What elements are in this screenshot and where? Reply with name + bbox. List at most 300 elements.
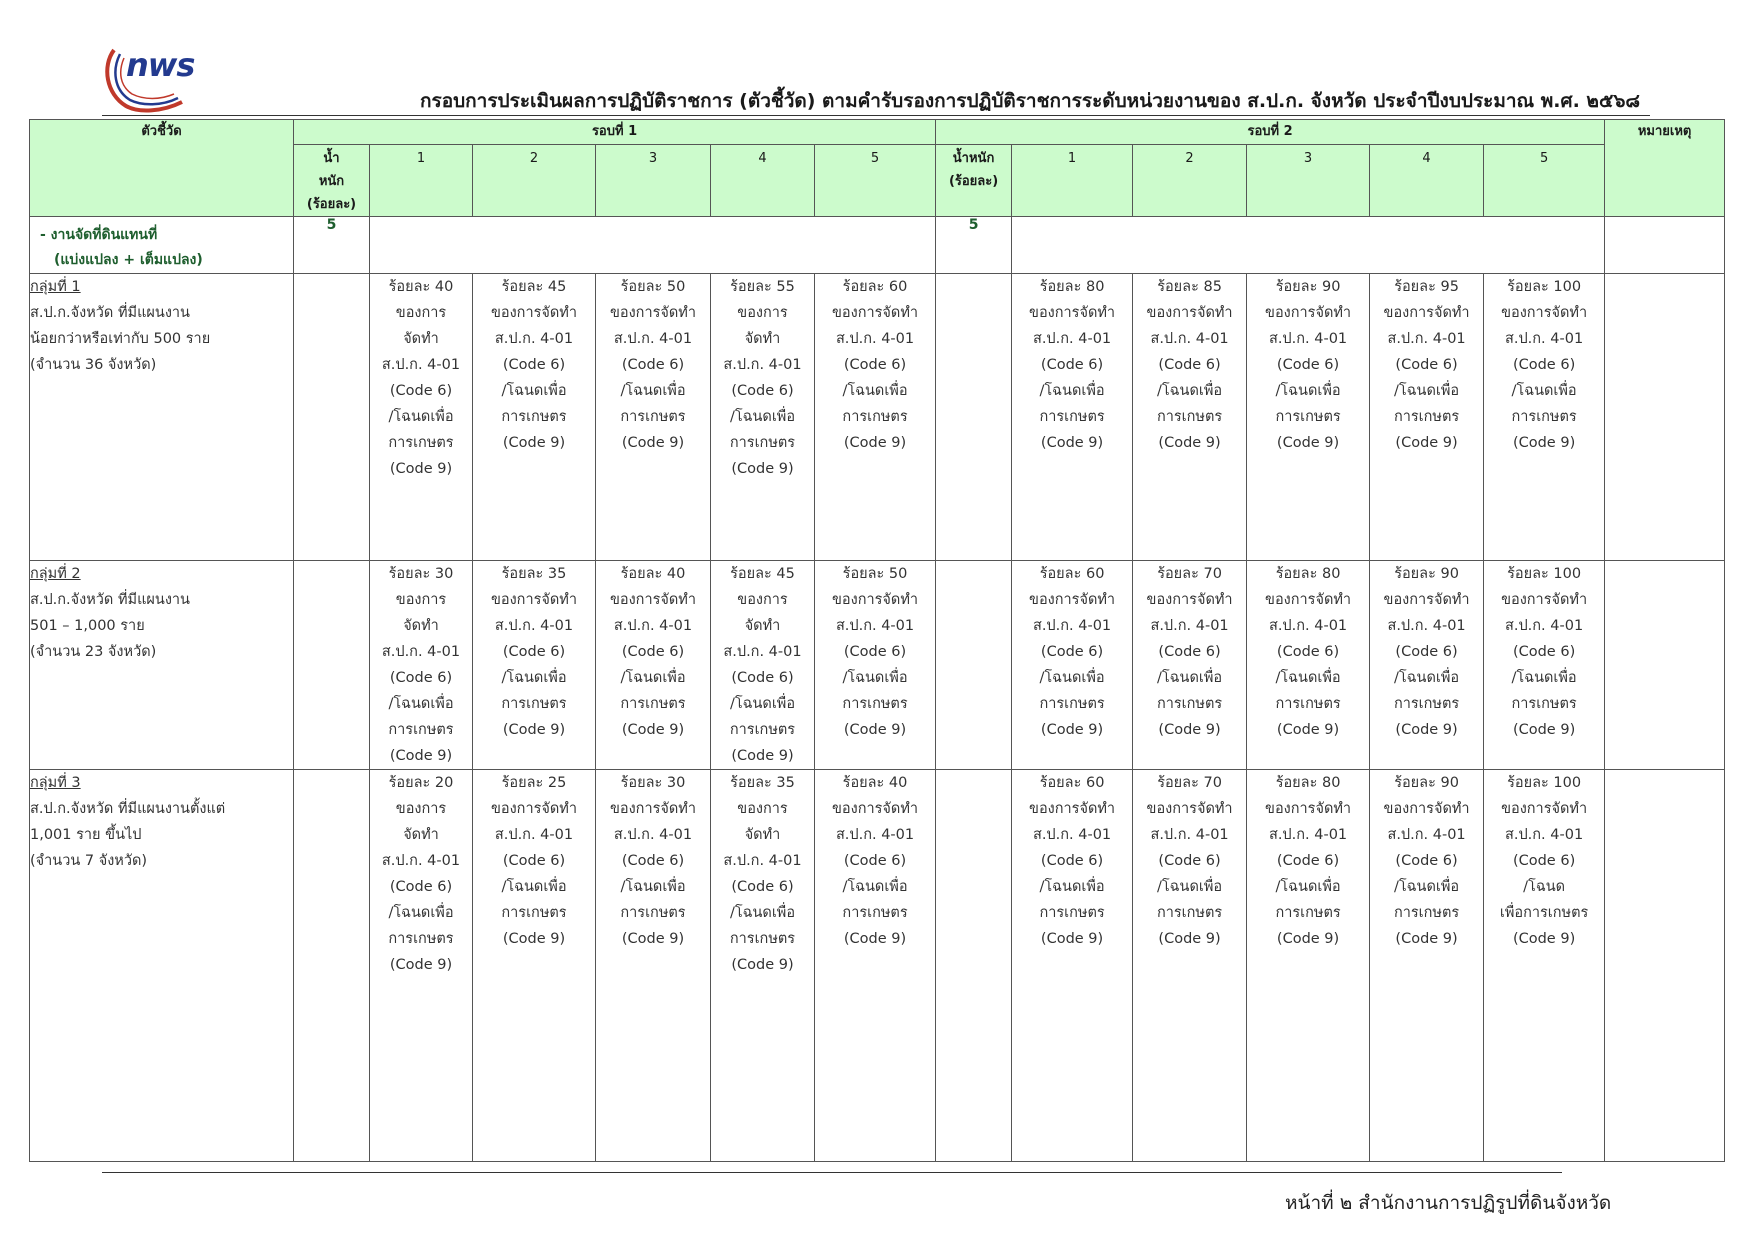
criteria-line: ส.ป.ก. 4-01 — [1032, 618, 1112, 634]
criteria-line: เพื่อการเกษตร — [1499, 905, 1589, 921]
group-desc-line: ส.ป.ก.จังหวัด ที่มีแผนงาน — [30, 592, 190, 608]
section-round1-blank — [370, 217, 936, 274]
group-row — [30, 274, 1725, 561]
criteria-line: (Code 6) — [731, 879, 794, 895]
criteria-line: การเกษตร — [1275, 905, 1341, 921]
criteria-line: /โฉนดเพื่อ — [1157, 879, 1223, 895]
criteria-line: ส.ป.ก. 4-01 — [381, 357, 461, 373]
criteria-line: (Code 6) — [621, 853, 685, 869]
criteria-line: ร้อยละ 70 — [1157, 566, 1222, 582]
criteria-cell-r1-level-3 — [596, 770, 711, 1162]
criteria-cell-r1-level-2 — [473, 561, 596, 770]
criteria-line: ของการ — [395, 801, 447, 817]
criteria-line: ร้อยละ 40 — [620, 566, 686, 582]
criteria-line: ร้อยละ 90 — [1394, 775, 1459, 791]
group-label — [30, 770, 294, 1162]
criteria-cell-r1-level-1 — [370, 561, 473, 770]
criteria-cell-r1-level-4 — [711, 561, 815, 770]
criteria-cell-r2-level-1 — [1012, 770, 1133, 1162]
criteria-line: (Code 9) — [389, 748, 453, 764]
criteria-line: ร้อยละ 100 — [1507, 775, 1582, 791]
group-title: กลุ่มที่ 2 — [30, 566, 81, 582]
criteria-line: (Code 9) — [389, 461, 453, 477]
criteria-line: การเกษตร — [1393, 696, 1460, 712]
criteria-line: ส.ป.ก. 4-01 — [1268, 331, 1348, 347]
criteria-line: (Code 6) — [1512, 644, 1576, 660]
criteria-line: การเกษตร — [729, 435, 796, 451]
criteria-line: (Code 9) — [1040, 435, 1104, 451]
criteria-line: (Code 9) — [731, 957, 794, 973]
criteria-line: ของการจัดทำ — [1029, 801, 1116, 817]
criteria-line: จัดทำ — [403, 827, 439, 843]
criteria-line: ส.ป.ก. 4-01 — [494, 331, 574, 347]
criteria-line: การเกษตร — [1511, 409, 1577, 425]
criteria-line: ส.ป.ก. 4-01 — [723, 644, 802, 660]
criteria-line: ร้อยละ 60 — [1039, 775, 1105, 791]
group-desc-line: ส.ป.ก.จังหวัด ที่มีแผนงานตั้งแต่ — [30, 801, 226, 817]
criteria-line: (Code 6) — [1158, 644, 1221, 660]
criteria-line: (Code 6) — [502, 853, 566, 869]
criteria-line: จัดทำ — [744, 618, 781, 634]
criteria-line: /โฉนดเพื่อ — [388, 409, 454, 425]
criteria-line: (Code 9) — [502, 722, 566, 738]
criteria-line: ส.ป.ก. 4-01 — [613, 618, 693, 634]
criteria-line: /โฉนดเพื่อ — [388, 696, 454, 712]
criteria-line: ของการ — [737, 801, 788, 817]
group-desc-line: ส.ป.ก.จังหวัด ที่มีแผนงาน — [30, 305, 190, 321]
header-level-1: 1 — [1012, 145, 1133, 217]
criteria-line: ร้อยละ 45 — [730, 566, 795, 582]
group-weight-round1 — [294, 770, 370, 1162]
group-weight-round2 — [936, 561, 1012, 770]
logo: nws — [126, 46, 195, 84]
criteria-line: การเกษตร — [388, 931, 454, 947]
criteria-line: ของการ — [737, 592, 788, 608]
criteria-cell-r2-level-5 — [1484, 274, 1605, 561]
criteria-line: การเกษตร — [1393, 409, 1460, 425]
criteria-line: การเกษตร — [620, 905, 686, 921]
criteria-line: (Code 6) — [843, 357, 907, 373]
criteria-cell-r2-level-1 — [1012, 561, 1133, 770]
group-desc-line: (จำนวน 36 จังหวัด) — [30, 357, 157, 373]
criteria-line: ส.ป.ก. 4-01 — [835, 618, 915, 634]
criteria-line: ส.ป.ก. 4-01 — [494, 618, 574, 634]
criteria-line: /โฉนดเพื่อ — [729, 696, 796, 712]
criteria-line: ร้อยละ 95 — [1394, 279, 1459, 295]
criteria-line: ของการจัดทำ — [832, 305, 919, 321]
criteria-line: (Code 9) — [1158, 931, 1221, 947]
criteria-line: (Code 6) — [731, 383, 794, 399]
criteria-line: ของการจัดทำ — [1501, 801, 1588, 817]
criteria-line: (Code 9) — [389, 957, 453, 973]
criteria-line: (Code 6) — [731, 670, 794, 686]
criteria-line: /โฉนดเพื่อ — [1039, 879, 1105, 895]
criteria-line: /โฉนดเพื่อ — [1039, 670, 1105, 686]
criteria-line: /โฉนดเพื่อ — [620, 383, 686, 399]
criteria-line: ส.ป.ก. 4-01 — [1032, 827, 1112, 843]
criteria-line: ร้อยละ 45 — [501, 279, 567, 295]
criteria-line: การเกษตร — [388, 722, 454, 738]
criteria-line: ร้อยละ 20 — [388, 775, 454, 791]
criteria-line: ของการจัดทำ — [1265, 305, 1352, 321]
criteria-line: (Code 6) — [621, 357, 685, 373]
group-row — [30, 770, 1725, 1162]
criteria-line: (Code 9) — [621, 435, 685, 451]
criteria-line: ส.ป.ก. 4-01 — [723, 853, 802, 869]
header-level-2: 2 — [1133, 145, 1247, 217]
criteria-line: (Code 6) — [1158, 357, 1221, 373]
criteria-line: ส.ป.ก. 4-01 — [1387, 331, 1466, 347]
criteria-line: การเกษตร — [501, 696, 567, 712]
criteria-line: ร้อยละ 80 — [1275, 566, 1341, 582]
criteria-line: (Code 9) — [1276, 435, 1340, 451]
criteria-cell-r2-level-4 — [1370, 561, 1484, 770]
criteria-line: การเกษตร — [620, 696, 686, 712]
criteria-line: ร้อยละ 90 — [1275, 279, 1341, 295]
section-weight-round2: 5 — [936, 217, 1012, 274]
criteria-line: ของการจัดทำ — [490, 305, 578, 321]
criteria-line: ของการจัดทำ — [1383, 305, 1470, 321]
criteria-line: ส.ป.ก. 4-01 — [613, 827, 693, 843]
criteria-line: /โฉนดเพื่อ — [1511, 670, 1577, 686]
criteria-line: ของการจัดทำ — [609, 801, 697, 817]
criteria-line: /โฉนดเพื่อ — [1157, 670, 1223, 686]
criteria-line: /โฉนดเพื่อ — [1275, 879, 1341, 895]
criteria-line: /โฉนดเพื่อ — [501, 383, 567, 399]
criteria-line: ของการจัดทำ — [1501, 305, 1588, 321]
criteria-cell-r2-level-2 — [1133, 561, 1247, 770]
criteria-line: ร้อยละ 50 — [842, 566, 908, 582]
criteria-line: ของการจัดทำ — [1265, 592, 1352, 608]
criteria-line: (Code 9) — [1395, 435, 1458, 451]
criteria-cell-r1-level-4 — [711, 770, 815, 1162]
criteria-line: ส.ป.ก. 4-01 — [1505, 618, 1584, 634]
criteria-line: การเกษตร — [1275, 409, 1341, 425]
criteria-line: (Code 6) — [1395, 853, 1458, 869]
header-level-3: 3 — [596, 145, 711, 217]
criteria-line: การเกษตร — [729, 722, 796, 738]
criteria-line: (Code 6) — [1040, 853, 1104, 869]
criteria-line: ของการจัดทำ — [1146, 801, 1233, 817]
criteria-line: ของการ — [737, 305, 788, 321]
criteria-line: (Code 9) — [731, 461, 794, 477]
group-remark — [1605, 561, 1725, 770]
criteria-line: ของการจัดทำ — [1383, 801, 1470, 817]
criteria-line: การเกษตร — [1511, 696, 1577, 712]
criteria-line: (Code 9) — [731, 748, 794, 764]
criteria-line: ส.ป.ก. 4-01 — [1150, 331, 1229, 347]
criteria-cell-r2-level-5 — [1484, 561, 1605, 770]
criteria-line: (Code 6) — [1512, 357, 1576, 373]
criteria-line: การเกษตร — [1039, 409, 1105, 425]
criteria-line: ส.ป.ก. 4-01 — [1268, 618, 1348, 634]
criteria-line: ส.ป.ก. 4-01 — [1387, 827, 1466, 843]
criteria-line: /โฉนดเพื่อ — [842, 879, 908, 895]
criteria-line: ร้อยละ 60 — [842, 279, 908, 295]
criteria-line: /โฉนดเพื่อ — [842, 670, 908, 686]
criteria-line: ของการจัดทำ — [1029, 592, 1116, 608]
criteria-line: จัดทำ — [744, 331, 781, 347]
criteria-line: ส.ป.ก. 4-01 — [1505, 331, 1584, 347]
criteria-line: ร้อยละ 85 — [1157, 279, 1222, 295]
criteria-line: (Code 9) — [1276, 722, 1340, 738]
header-level-3: 3 — [1247, 145, 1370, 217]
criteria-cell-r2-level-4 — [1370, 274, 1484, 561]
criteria-line: /โฉนดเพื่อ — [1275, 670, 1341, 686]
criteria-line: ส.ป.ก. 4-01 — [1032, 331, 1112, 347]
criteria-line: ร้อยละ 90 — [1394, 566, 1459, 582]
criteria-cell-r1-level-1 — [370, 274, 473, 561]
criteria-line: /โฉนด — [1523, 879, 1566, 895]
group-remark — [1605, 274, 1725, 561]
section-name: - งานจัดที่ดินแทนที่ (แบ่งแปลง + เต็มแปลง) — [30, 217, 294, 274]
criteria-line: การเกษตร — [388, 435, 454, 451]
group-weight-round2 — [936, 274, 1012, 561]
criteria-line: (Code 6) — [1276, 853, 1340, 869]
criteria-line: (Code 6) — [843, 644, 907, 660]
header-level-1: 1 — [370, 145, 473, 217]
criteria-line: (Code 6) — [621, 644, 685, 660]
header-level-5: 5 — [1484, 145, 1605, 217]
criteria-line: ร้อยละ 30 — [620, 775, 686, 791]
criteria-line: ร้อยละ 80 — [1275, 775, 1341, 791]
criteria-line: /โฉนดเพื่อ — [620, 879, 686, 895]
criteria-line: /โฉนดเพื่อ — [501, 670, 567, 686]
criteria-line: /โฉนดเพื่อ — [729, 409, 796, 425]
criteria-line: ส.ป.ก. 4-01 — [1505, 827, 1584, 843]
group-desc-line: 501 – 1,000 ราย — [30, 618, 145, 634]
criteria-line: (Code 6) — [1040, 644, 1104, 660]
criteria-cell-r1-level-5 — [815, 770, 936, 1162]
criteria-line: (Code 9) — [843, 435, 907, 451]
criteria-line: การเกษตร — [1039, 905, 1105, 921]
header-indicator: ตัวชี้วัด — [30, 120, 294, 217]
criteria-line: /โฉนดเพื่อ — [729, 905, 796, 921]
header-weight-round2: น้ำหนัก (ร้อยละ) — [936, 145, 1012, 217]
criteria-line: (Code 9) — [502, 435, 566, 451]
criteria-line: (Code 6) — [1395, 644, 1458, 660]
criteria-line: ร้อยละ 30 — [388, 566, 454, 582]
criteria-line: ส.ป.ก. 4-01 — [835, 331, 915, 347]
header-level-4: 4 — [1370, 145, 1484, 217]
criteria-line: ของการจัดทำ — [1029, 305, 1116, 321]
page-footer: หน้าที่ ๒ สำนักงานการปฏิรูปที่ดินจังหวัด — [1285, 1192, 1612, 1214]
criteria-line: /โฉนดเพื่อ — [1394, 383, 1460, 399]
criteria-line: ของการจัดทำ — [832, 801, 919, 817]
criteria-line: ของการจัดทำ — [609, 592, 697, 608]
group-remark — [1605, 770, 1725, 1162]
group-row — [30, 561, 1725, 770]
group-weight-round1 — [294, 561, 370, 770]
section-weight-round1: 5 — [294, 217, 370, 274]
criteria-line: ส.ป.ก. 4-01 — [381, 853, 461, 869]
criteria-cell-r1-level-5 — [815, 274, 936, 561]
criteria-line: /โฉนดเพื่อ — [842, 383, 908, 399]
criteria-line: (Code 9) — [502, 931, 566, 947]
criteria-line: จัดทำ — [744, 827, 781, 843]
criteria-line: การเกษตร — [842, 696, 908, 712]
criteria-line: ส.ป.ก. 4-01 — [723, 357, 802, 373]
criteria-line: ร้อยละ 25 — [501, 775, 567, 791]
criteria-line: การเกษตร — [1156, 409, 1223, 425]
criteria-line: ของการจัดทำ — [1265, 801, 1352, 817]
criteria-line: ของการจัดทำ — [1146, 592, 1233, 608]
criteria-line: (Code 9) — [1040, 931, 1104, 947]
criteria-line: (Code 9) — [1040, 722, 1104, 738]
header-level-5: 5 — [815, 145, 936, 217]
criteria-cell-r2-level-3 — [1247, 274, 1370, 561]
criteria-line: (Code 6) — [502, 357, 566, 373]
criteria-line: /โฉนดเพื่อ — [1394, 879, 1460, 895]
criteria-line: ของการจัดทำ — [1146, 305, 1233, 321]
section-remark — [1605, 217, 1725, 274]
criteria-line: ส.ป.ก. 4-01 — [1150, 618, 1229, 634]
criteria-line: /โฉนดเพื่อ — [501, 879, 567, 895]
criteria-line: การเกษตร — [729, 931, 796, 947]
criteria-line: (Code 9) — [1512, 931, 1576, 947]
criteria-line: ร้อยละ 100 — [1507, 279, 1582, 295]
criteria-cell-r2-level-1 — [1012, 274, 1133, 561]
criteria-line: /โฉนดเพื่อ — [620, 670, 686, 686]
criteria-line: (Code 9) — [1512, 722, 1576, 738]
criteria-cell-r1-level-1 — [370, 770, 473, 1162]
criteria-line: (Code 6) — [389, 383, 453, 399]
criteria-line: (Code 6) — [1276, 644, 1340, 660]
criteria-line: /โฉนดเพื่อ — [1157, 383, 1223, 399]
criteria-cell-r1-level-2 — [473, 770, 596, 1162]
criteria-cell-r2-level-2 — [1133, 770, 1247, 1162]
criteria-line: ส.ป.ก. 4-01 — [835, 827, 915, 843]
criteria-line: ของการจัดทำ — [1383, 592, 1470, 608]
criteria-line: ของการ — [395, 305, 447, 321]
criteria-line: ร้อยละ 35 — [730, 775, 795, 791]
criteria-cell-r1-level-5 — [815, 561, 936, 770]
criteria-line: (Code 9) — [1395, 722, 1458, 738]
criteria-cell-r2-level-5 — [1484, 770, 1605, 1162]
criteria-cell-r2-level-3 — [1247, 561, 1370, 770]
criteria-line: (Code 9) — [1158, 435, 1221, 451]
criteria-line: ร้อยละ 35 — [501, 566, 567, 582]
criteria-line: (Code 9) — [1395, 931, 1458, 947]
title-divider — [102, 115, 1650, 116]
criteria-line: (Code 6) — [1395, 357, 1458, 373]
criteria-line: (Code 9) — [1158, 722, 1221, 738]
criteria-line: (Code 6) — [843, 853, 907, 869]
section-round2-blank — [1012, 217, 1605, 274]
criteria-line: (Code 6) — [389, 879, 453, 895]
criteria-line: ร้อยละ 80 — [1039, 279, 1105, 295]
criteria-line: ร้อยละ 40 — [842, 775, 908, 791]
criteria-line: การเกษตร — [1275, 696, 1341, 712]
group-title: กลุ่มที่ 1 — [30, 279, 81, 295]
header-level-4: 4 — [711, 145, 815, 217]
criteria-line: ร้อยละ 70 — [1157, 775, 1222, 791]
criteria-cell-r2-level-2 — [1133, 274, 1247, 561]
criteria-line: (Code 6) — [1158, 853, 1221, 869]
criteria-line: ของการจัดทำ — [1501, 592, 1588, 608]
criteria-line: ของการจัดทำ — [609, 305, 697, 321]
group-desc-line: น้อยกว่าหรือเท่ากับ 500 ราย — [30, 331, 211, 347]
criteria-line: ร้อยละ 100 — [1507, 566, 1582, 582]
criteria-cell-r1-level-3 — [596, 561, 711, 770]
criteria-line: การเกษตร — [1039, 696, 1105, 712]
criteria-line: จัดทำ — [403, 331, 439, 347]
group-desc-line: (จำนวน 23 จังหวัด) — [30, 644, 157, 660]
criteria-line: ร้อยละ 40 — [388, 279, 454, 295]
criteria-line: (Code 6) — [1512, 853, 1576, 869]
criteria-line: /โฉนดเพื่อ — [1275, 383, 1341, 399]
group-label — [30, 274, 294, 561]
criteria-line: /โฉนดเพื่อ — [1039, 383, 1105, 399]
criteria-line: (Code 6) — [502, 644, 566, 660]
criteria-line: การเกษตร — [620, 409, 686, 425]
criteria-line: /โฉนดเพื่อ — [388, 905, 454, 921]
criteria-line: ส.ป.ก. 4-01 — [1150, 827, 1229, 843]
criteria-line: การเกษตร — [1393, 905, 1460, 921]
criteria-line: ของการจัดทำ — [490, 801, 578, 817]
criteria-line: ส.ป.ก. 4-01 — [613, 331, 693, 347]
criteria-line: (Code 9) — [621, 722, 685, 738]
criteria-line: (Code 9) — [1276, 931, 1340, 947]
criteria-line: ของการ — [395, 592, 447, 608]
criteria-line: ส.ป.ก. 4-01 — [381, 644, 461, 660]
group-desc-line: (จำนวน 7 จังหวัด) — [30, 853, 148, 869]
header-remark: หมายเหตุ — [1605, 120, 1725, 217]
criteria-cell-r2-level-4 — [1370, 770, 1484, 1162]
footer-divider — [102, 1172, 1562, 1173]
document-title: กรอบการประเมินผลการปฏิบัติราชการ (ตัวชี้วัด) ตามคำรับรองการปฏิบัติราชการระดับหน่วยงานของ ส.ป.ก. จังหวัด ประจำปีงบประมาณ พ.ศ. ๒๕๖๘ — [420, 90, 1641, 112]
criteria-line: การเกษตร — [501, 905, 567, 921]
criteria-line: (Code 9) — [843, 931, 907, 947]
header-level-2: 2 — [473, 145, 596, 217]
header-round2: รอบที่ 2 — [936, 120, 1605, 145]
criteria-line: ร้อยละ 55 — [730, 279, 795, 295]
criteria-line: การเกษตร — [842, 409, 908, 425]
criteria-cell-r2-level-3 — [1247, 770, 1370, 1162]
criteria-line: การเกษตร — [1156, 905, 1223, 921]
criteria-line: (Code 6) — [1040, 357, 1104, 373]
criteria-line: การเกษตร — [842, 905, 908, 921]
criteria-line: /โฉนดเพื่อ — [1394, 670, 1460, 686]
header-weight-round1: น้ำ หนัก (ร้อยละ) — [294, 145, 370, 217]
indicator-table — [29, 119, 1725, 1162]
criteria-cell-r1-level-4 — [711, 274, 815, 561]
criteria-line: (Code 9) — [1512, 435, 1576, 451]
criteria-line: (Code 9) — [843, 722, 907, 738]
criteria-line: ส.ป.ก. 4-01 — [1387, 618, 1466, 634]
group-desc-line: 1,001 ราย ขึ้นไป — [30, 827, 142, 843]
criteria-line: (Code 6) — [389, 670, 453, 686]
criteria-line: จัดทำ — [403, 618, 439, 634]
criteria-line: (Code 9) — [621, 931, 685, 947]
criteria-line: /โฉนดเพื่อ — [1511, 383, 1577, 399]
criteria-line: ร้อยละ 60 — [1039, 566, 1105, 582]
criteria-line: ร้อยละ 50 — [620, 279, 686, 295]
criteria-line: (Code 6) — [1276, 357, 1340, 373]
criteria-cell-r1-level-3 — [596, 274, 711, 561]
criteria-line: ของการจัดทำ — [490, 592, 578, 608]
criteria-cell-r1-level-2 — [473, 274, 596, 561]
criteria-line: ของการจัดทำ — [832, 592, 919, 608]
group-title: กลุ่มที่ 3 — [30, 775, 81, 791]
criteria-line: ส.ป.ก. 4-01 — [1268, 827, 1348, 843]
criteria-line: ส.ป.ก. 4-01 — [494, 827, 574, 843]
group-weight-round2 — [936, 770, 1012, 1162]
criteria-line: การเกษตร — [501, 409, 567, 425]
header-round1: รอบที่ 1 — [294, 120, 936, 145]
group-weight-round1 — [294, 274, 370, 561]
criteria-line: การเกษตร — [1156, 696, 1223, 712]
